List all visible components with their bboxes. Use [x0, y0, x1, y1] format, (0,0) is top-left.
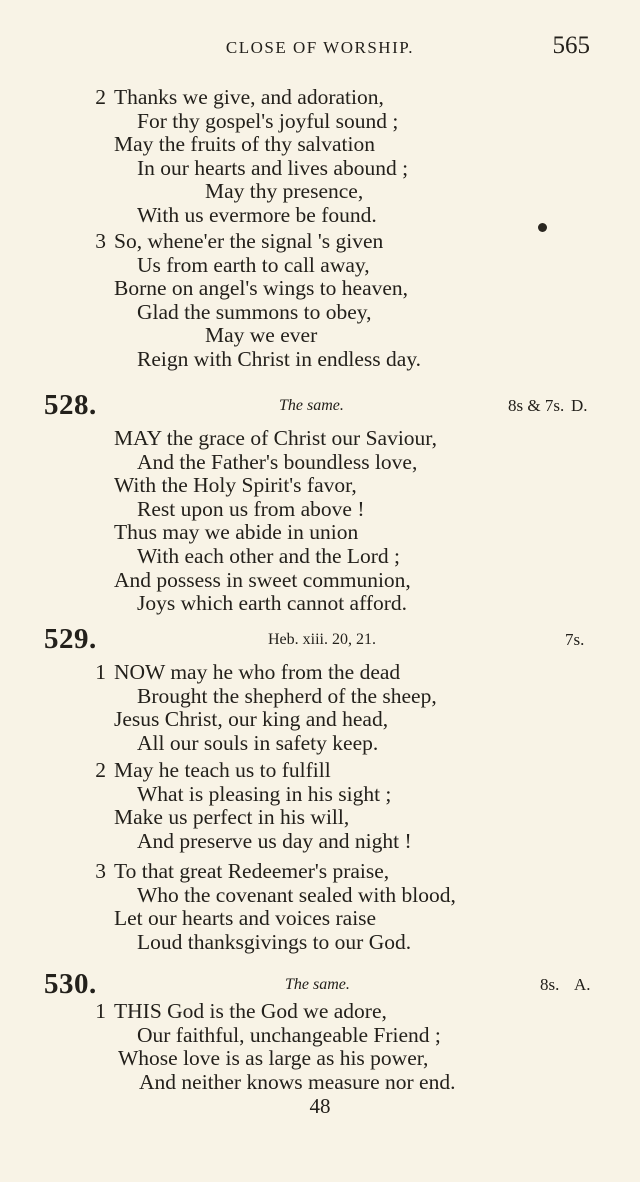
verse-line: To that great Redeemer's praise,	[114, 859, 390, 883]
verse-line: Joys which earth cannot afford.	[137, 591, 408, 616]
verse-line: Borne on angel's wings to heaven,	[114, 276, 409, 301]
hymn-mark: D.	[571, 396, 588, 415]
signature-mark: 48	[309, 1094, 331, 1118]
verse-line: Reign with Christ in endless day.	[137, 346, 422, 371]
stanza-number: 1	[95, 660, 106, 684]
verse-line: With each other and the Lord ;	[137, 543, 401, 568]
hymn-528-header	[0, 389, 640, 423]
verse-line: All our souls in safety keep.	[137, 730, 379, 755]
verse-line: Us from earth to call away,	[137, 252, 370, 277]
hymn-529-header	[0, 623, 640, 657]
stanza-number: 2	[95, 85, 106, 109]
verse-line: Who the covenant sealed with blood,	[137, 882, 456, 907]
hymn-meter: 8s & 7s.	[508, 396, 565, 415]
verse-line: With us evermore be found.	[137, 202, 377, 227]
hymn-meter: 8s.	[540, 975, 560, 994]
hymn-530-stanza-1	[0, 1000, 640, 1094]
hymn-reference: The same.	[285, 976, 350, 993]
hymn-number: 528.	[44, 389, 97, 421]
hymn-529-stanza-1	[0, 661, 640, 755]
hymn-meter: 7s.	[565, 630, 585, 649]
verse-line: May we ever	[205, 323, 318, 348]
verse-line: For thy gospel's joyful sound ;	[137, 108, 399, 133]
verse-line: May he teach us to fulfill	[114, 758, 331, 782]
verse-line: In our hearts and lives abound ;	[137, 155, 409, 180]
verse-line: Thus may we abide in union	[114, 520, 359, 545]
hymn-529-stanza-3	[0, 860, 640, 954]
verse-line: Jesus Christ, our king and head,	[114, 707, 389, 732]
hymn-number: 529.	[44, 623, 97, 655]
verse-line: THIS God is the God we adore,	[114, 999, 387, 1023]
hymn-reference: The same.	[279, 397, 344, 414]
verse-line: Rest upon us from above !	[137, 496, 365, 521]
hymn-530-header	[0, 968, 640, 1002]
running-title: CLOSE OF WORSHIP.	[225, 38, 415, 57]
hymn-mark: A.	[574, 975, 591, 994]
verse-line: May thy presence,	[205, 179, 364, 204]
stanza-prev-3	[0, 230, 640, 372]
stanza-number: 3	[95, 859, 106, 883]
stanza-number: 1	[95, 999, 106, 1023]
verse-line: Our faithful, unchangeable Friend ;	[137, 1022, 441, 1047]
verse-line: Brought the shepherd of the sheep,	[137, 683, 437, 708]
verse-line: What is pleasing in his sight ;	[137, 781, 392, 806]
verse-line: Thanks we give, and adoration,	[114, 85, 384, 109]
verse-line: Glad the summons to obey,	[137, 299, 372, 324]
verse-line: MAY the grace of Christ our Saviour,	[114, 426, 437, 450]
hymn-528-stanza	[0, 427, 640, 616]
hymn-reference: Heb. xiii. 20, 21.	[268, 631, 376, 648]
ink-spot	[538, 223, 547, 232]
verse-line: Loud thanksgivings to our God.	[137, 929, 412, 954]
verse-line: Whose love is as large as his power,	[118, 1046, 429, 1071]
verse-line: And possess in sweet communion,	[114, 567, 411, 592]
verse-line: So, whene'er the signal 's given	[114, 229, 384, 253]
verse-line: NOW may he who from the dead	[114, 660, 401, 684]
verse-line: May the fruits of thy salvation	[114, 132, 375, 157]
verse-line: With the Holy Spirit's favor,	[114, 473, 357, 498]
verse-line: Let our hearts and voices raise	[114, 906, 377, 931]
stanza-number: 3	[95, 229, 106, 253]
stanza-number: 2	[95, 758, 106, 782]
stanza-prev-2	[0, 86, 640, 228]
verse-line: And the Father's boundless love,	[137, 449, 418, 474]
page-number: 565	[552, 32, 590, 59]
verse-line: And preserve us day and night !	[137, 828, 412, 853]
hymn-number: 530.	[44, 968, 97, 1000]
verse-line: And neither knows measure nor end.	[139, 1069, 456, 1094]
hymn-529-stanza-2	[0, 759, 640, 853]
verse-line: Make us perfect in his will,	[114, 805, 350, 830]
